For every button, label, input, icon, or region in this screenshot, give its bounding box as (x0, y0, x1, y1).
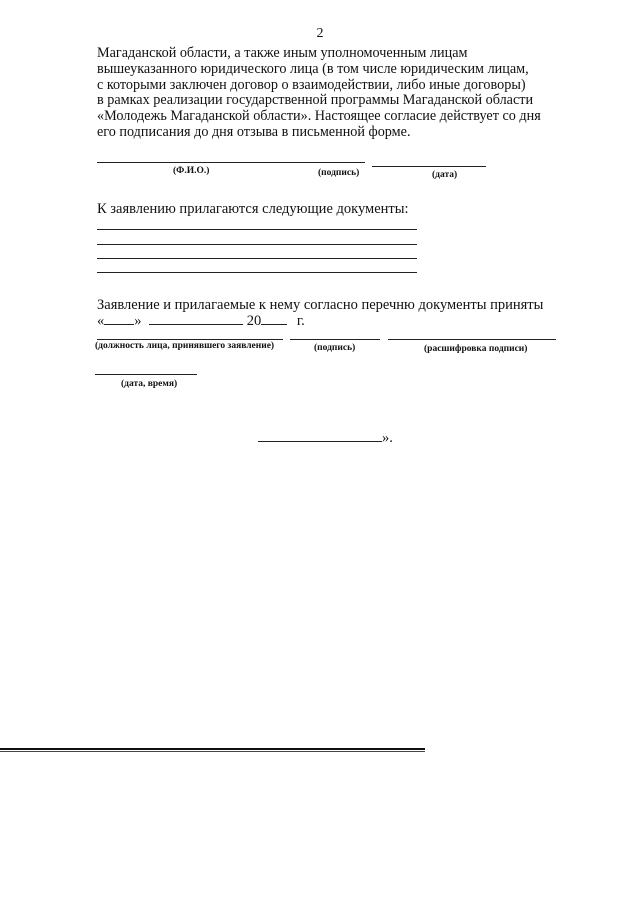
paragraph-line: Магаданской области, а также иным уполномоченным лицам (97, 45, 468, 61)
closing-row (258, 429, 393, 447)
paragraph-line: в рамках реализации государственной программы Магаданской области (97, 92, 534, 109)
year-prefix: 20 (246, 313, 262, 329)
date-caption: (дата) (432, 170, 458, 180)
acceptance-text: Заявление и прилагаемые к нему согласно перечню документы приняты (97, 297, 544, 313)
position-caption: (должность лица, принявшего заявление) (95, 341, 275, 351)
attachment-line (97, 258, 417, 259)
closing-mark: ». (382, 430, 393, 446)
acceptor-signature-caption: (подпись) (314, 343, 356, 353)
signature-line (372, 166, 486, 167)
day-blank (104, 312, 134, 325)
paragraph-line: «Молодежь Магаданской области». Настоящее согласие действует со дня (97, 108, 541, 125)
position-line (97, 339, 283, 340)
datetime-caption: (дата, время) (121, 379, 178, 389)
closing-blank (258, 429, 382, 442)
consent-paragraph (97, 46, 569, 141)
paragraph-line: с которыми заключен договор о взаимодействии, либо иные договоры) (97, 76, 526, 93)
open-quote: « (97, 313, 105, 329)
signature-caption: (подпись) (318, 168, 360, 178)
footer-separator-shadow (0, 751, 425, 752)
close-quote: » (134, 313, 142, 329)
footer-separator (0, 748, 425, 750)
paragraph-line: его подписания до дня отзыва в письменной форме. (97, 123, 411, 140)
month-blank (149, 312, 243, 325)
acceptance-date-row (97, 312, 305, 330)
attachments-heading: К заявлению прилагаются следующие документы: (97, 201, 409, 217)
datetime-line (95, 374, 197, 375)
attachment-line (97, 244, 417, 245)
year-suffix: г. (296, 313, 305, 329)
year-blank (261, 312, 287, 325)
decoding-caption: (расшифровка подписи) (424, 344, 528, 354)
fio-line (97, 162, 365, 163)
attachment-line (97, 229, 417, 230)
acceptor-signature-line (290, 339, 380, 340)
page-number: 2 (316, 26, 324, 41)
decoding-line (388, 339, 556, 340)
fio-caption: (Ф.И.О.) (173, 166, 210, 176)
attachment-line (97, 272, 417, 273)
paragraph-line: вышеуказанного юридического лица (в том числе юридическим лицам, (97, 60, 529, 77)
